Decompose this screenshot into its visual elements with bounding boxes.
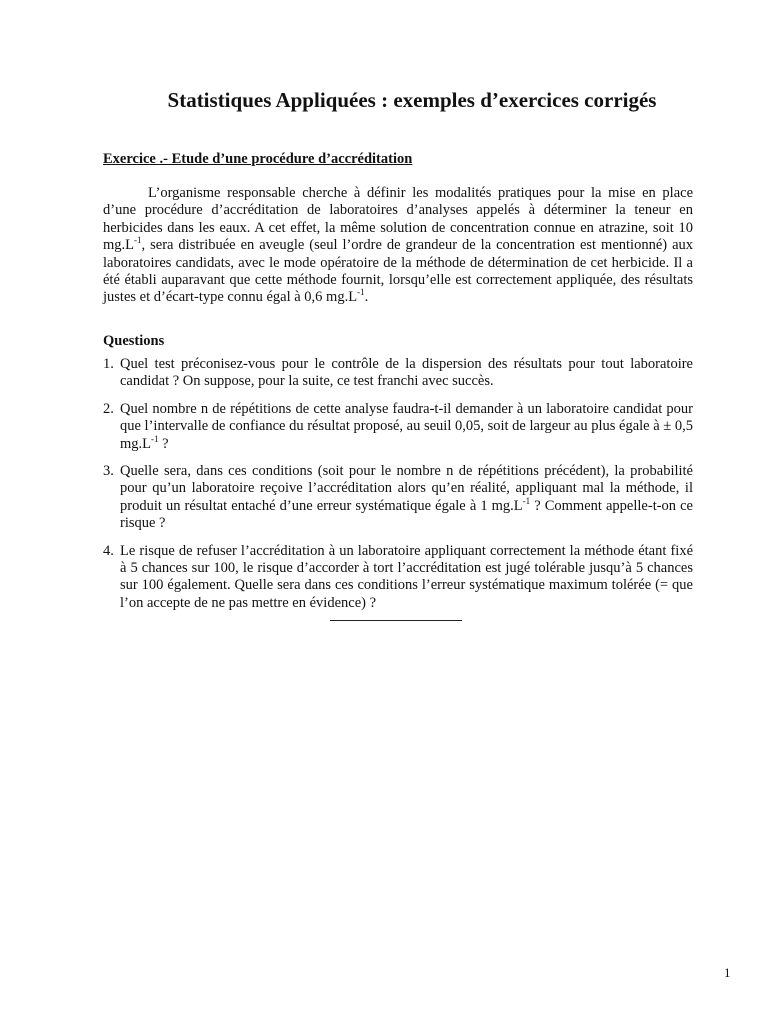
intro-text-part3: . bbox=[364, 289, 369, 306]
question-text-before: Quel nombre n de répétitions de cette analyse faudra-t-il demander à un laboratoire candidat pour que l’intervalle de confiance du résultat proposé, au seuil 0,05, soit de largeur au plus égale à ± 0,5 mg.L bbox=[120, 400, 694, 452]
question-item bbox=[103, 401, 693, 453]
question-item bbox=[103, 356, 693, 391]
question-text-after: ? bbox=[158, 435, 169, 452]
question-item bbox=[103, 463, 693, 533]
question-superscript: -1 bbox=[151, 433, 159, 444]
question-item bbox=[103, 543, 693, 613]
question-text-after: ? Comment appelle-t-on ce risque ? bbox=[120, 497, 693, 532]
intro-paragraph bbox=[103, 185, 693, 307]
page-number: 1 bbox=[724, 965, 731, 980]
exercise-title: Exercice .- Etude d’une procédure d’accréditation bbox=[103, 151, 413, 167]
questions-heading: Questions bbox=[103, 333, 165, 349]
question-number: 1. bbox=[103, 356, 114, 372]
intro-text-part1: L’organisme responsable cherche à définir les modalités pratiques pour la mise en place d’une procédure d’accréditation de laboratoires d’analyses appelés à déterminer la teneur en herbicides dans les eaux. A cet effet, la même solution de concentration connue en atrazine, soit 10 mg.L bbox=[103, 185, 693, 254]
separator-line bbox=[330, 620, 462, 621]
document-title: Statistiques Appliquées : exemples d’exercices corrigés bbox=[167, 88, 657, 112]
question-text bbox=[120, 401, 693, 453]
question-text-before: Quelle sera, dans ces conditions (soit pour le nombre n de répétitions précédent), la probabilité pour qu’un laboratoire reçoive l’accréditation alors qu’en réalité, appliquant mal la méthode, il produit un résultat entaché d’une erreur systématique égale à 1 mg.L bbox=[120, 463, 693, 514]
intro-text-part2: , sera distribuée en aveugle (seul l’ordre de grandeur de la concentration est mentionné) aux laboratoires candidats, avec le mode opératoire de la méthode de détermination de cet herbicide. Il a été établi auparavant que cette méthode fournit, lorsqu’elle est correctement appliquée, des résultats justes et d’écart-type connu égal à 0,6 mg.L bbox=[103, 237, 693, 306]
question-text: Quel test préconisez-vous pour le contrôle de la dispersion des résultats pour tout laboratoire candidat ? On suppose, pour la suite, ce test franchi avec succès. bbox=[120, 356, 693, 390]
question-superscript: -1 bbox=[522, 496, 531, 507]
intro-superscript-1: -1 bbox=[134, 235, 142, 246]
question-text bbox=[120, 463, 693, 533]
question-number: 4. bbox=[103, 542, 114, 559]
question-number: 3. bbox=[103, 463, 114, 480]
question-text: Le risque de refuser l’accréditation à un laboratoire appliquant correctement la méthode étant fixé à 5 chances sur 100, le risque d’accorder à tort l’accréditation est jugé tolérable jusqu’à 5 chances sur 100 également. Quelle sera dans ces conditions l’erreur systématique maximum tolérée (= que l’on accepte de ne pas mettre en évidence) ? bbox=[120, 542, 693, 611]
question-number: 2. bbox=[103, 400, 114, 417]
intro-superscript-2: -1 bbox=[357, 287, 365, 298]
questions-list bbox=[103, 356, 693, 612]
